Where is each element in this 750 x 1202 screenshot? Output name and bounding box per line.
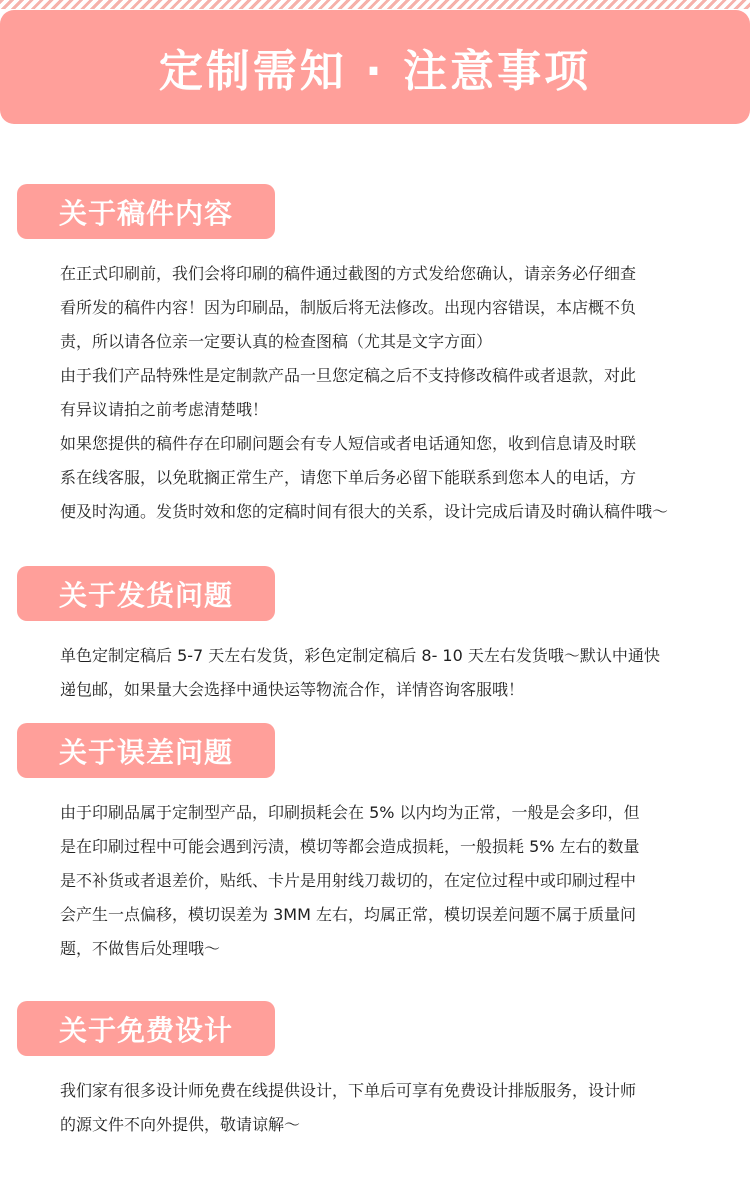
text-line: 责，所以请各位亲一定要认真的检查图稿（尤其是文字方面） bbox=[60, 332, 493, 351]
section-body-tolerance bbox=[60, 803, 640, 958]
decorative-top-stripe bbox=[0, 0, 750, 9]
text-line: 有异议请拍之前考虑清楚哦！ bbox=[60, 400, 269, 419]
text-line: 是不补货或者退差价，贴纸、卡片是用射线刀裁切的，在定位过程中或印刷过程中 bbox=[60, 871, 637, 890]
text-line: 是在印刷过程中可能会遇到污渍，模切等都会造成损耗，一般损耗 5% 左右的数量 bbox=[60, 837, 640, 856]
section-body-free-design bbox=[60, 1081, 636, 1134]
text-line: 看所发的稿件内容！因为印刷品，制版后将无法修改。出现内容错误，本店概不负 bbox=[60, 298, 637, 317]
section-header-label: 关于误差问题 bbox=[58, 735, 233, 769]
text-line: 便及时沟通。发货时效和您的定稿时间有很大的关系，设计完成后请及时确认稿件哦～ bbox=[60, 502, 669, 521]
text-line: 我们家有很多设计师免费在线提供设计，下单后可享有免费设计排版服务，设计师 bbox=[60, 1081, 637, 1100]
text-line: 的源文件不向外提供，敬请谅解～ bbox=[60, 1115, 301, 1134]
text-line: 在正式印刷前，我们会将印刷的稿件通过截图的方式发给您确认，请亲务必仔细查 bbox=[60, 264, 637, 283]
section-header-free-design bbox=[17, 1001, 275, 1056]
section-header-label: 关于稿件内容 bbox=[58, 196, 233, 230]
section-header-manuscript bbox=[17, 184, 275, 239]
text-line: 会产生一点偏移，模切误差为 3MM 左右，均属正常，模切误差问题不属于质量问 bbox=[60, 905, 636, 924]
page-title: 定制需知 · 注意事项 bbox=[158, 46, 592, 97]
section-header-label: 关于免费设计 bbox=[58, 1013, 233, 1047]
section-body-shipping bbox=[60, 646, 660, 699]
text-line: 由于我们产品特殊性是定制款产品一旦您定稿之后不支持修改稿件或者退款，对此 bbox=[60, 366, 637, 385]
text-line: 如果您提供的稿件存在印刷问题会有专人短信或者电话通知您，收到信息请及时联 bbox=[60, 434, 637, 453]
section-header-label: 关于发货问题 bbox=[58, 578, 233, 612]
text-line: 系在线客服，以免耽搁正常生产，请您下单后务必留下能联系到您本人的电话，方 bbox=[60, 468, 637, 487]
text-line: 由于印刷品属于定制型产品，印刷损耗会在 5% 以内均为正常，一般是会多印，但 bbox=[60, 803, 640, 822]
text-line: 题，不做售后处理哦～ bbox=[60, 939, 221, 958]
section-body-manuscript bbox=[60, 264, 668, 521]
title-banner bbox=[0, 10, 750, 124]
text-line: 单色定制定稿后 5-7 天左右发货，彩色定制定稿后 8- 10 天左右发货哦～默认中通快 bbox=[60, 646, 660, 665]
section-header-tolerance bbox=[17, 723, 275, 778]
section-header-shipping bbox=[17, 566, 275, 621]
text-line: 递包邮，如果量大会选择中通快运等物流合作，详情咨询客服哦！ bbox=[60, 680, 525, 699]
